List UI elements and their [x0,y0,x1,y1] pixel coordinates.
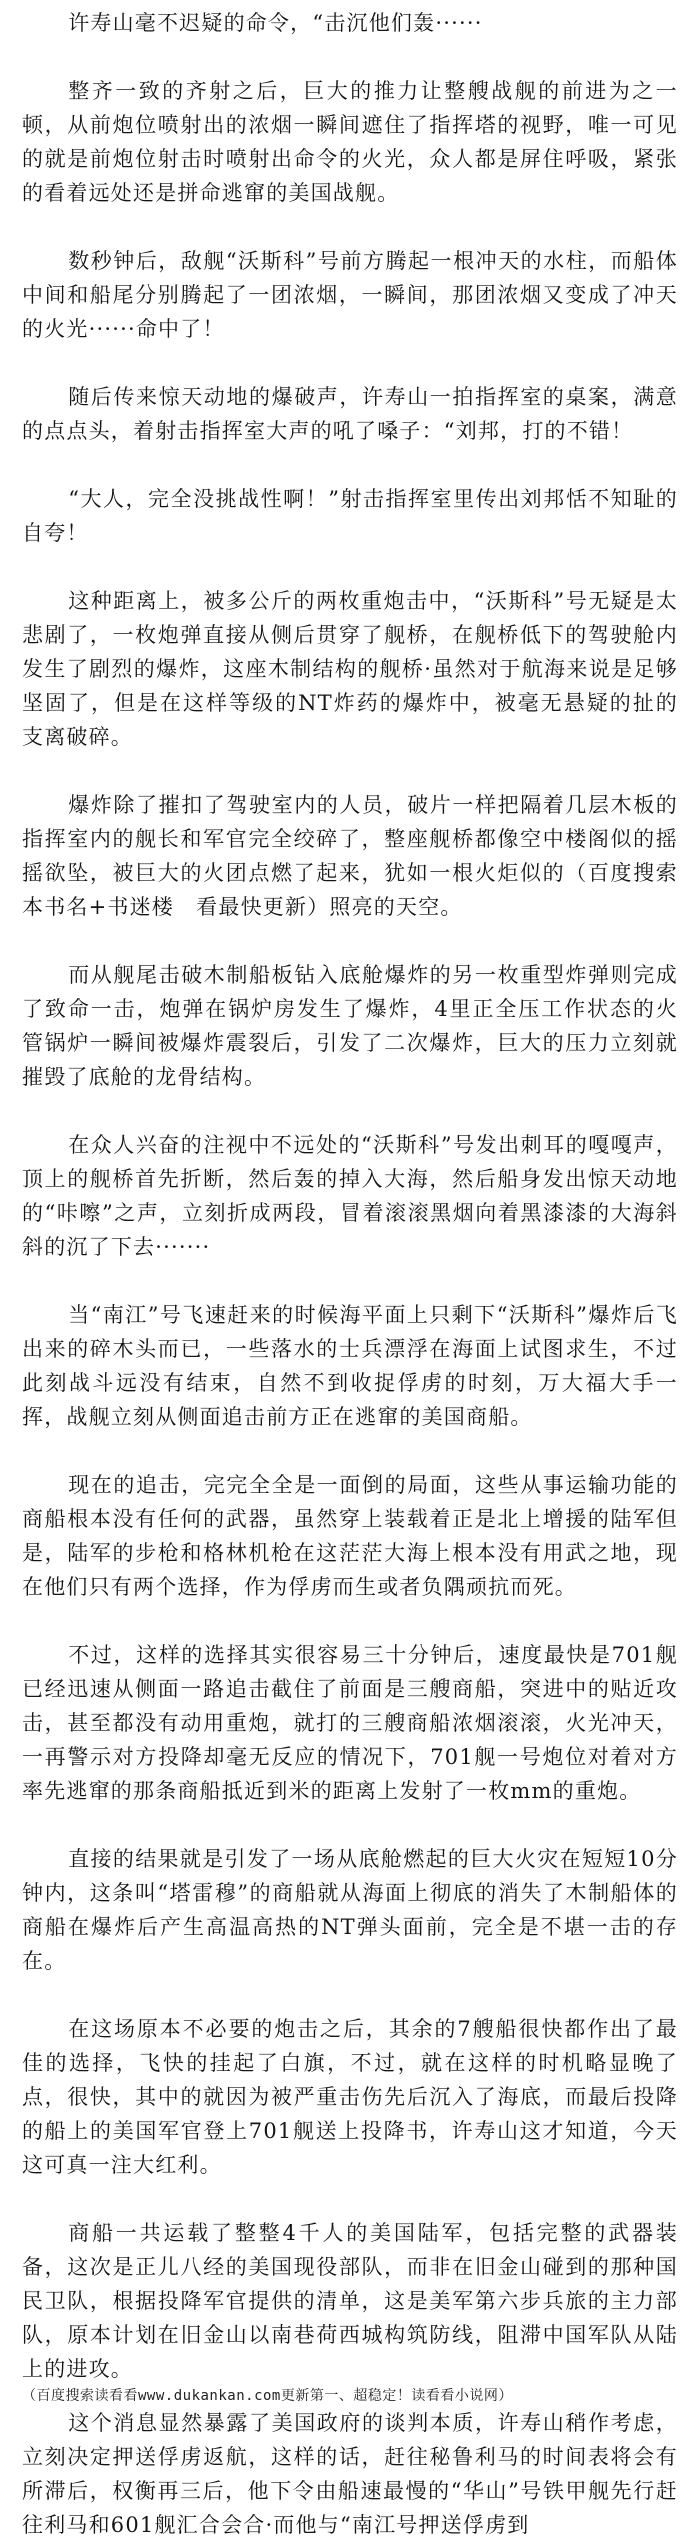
paragraph-4: 随后传来惊天动地的爆破声，许寿山一拍指挥室的桌案，满意的点点头，着射击指挥室大声的吼了嗓子：“刘邦，打的不错！ [22,385,678,443]
paragraph-5: “大人，完全没挑战性啊！”射击指挥室里传出刘邦恬不知耻的自夸！ [22,487,678,545]
paragraph-7: 爆炸除了摧扣了驾驶室内的人员，破片一样把隔着几层木板的指挥室内的舰长和军官完全绞碎了，整座舰桥都像空中楼阁似的摇摇欲坠，被巨大的火团点燃了起来，犹如一根火炬似的（百度搜索本书名+书迷楼 看最快更新）照亮的天空。 [22,793,678,919]
paragraph-6: 这种距离上，被多公斤的两枚重炮击中，“沃斯科”号无疑是太悲剧了，一枚炮弹直接从侧后贯穿了舰桥，在舰桥低下的驾驶舱内发生了剧烈的爆炸，这座木制结构的舰桥·虽然对于航海来说是足够坚固了，但是在这样等级的NT炸药的爆炸中，被毫无悬疑的扯的支离破碎。 [22,589,678,749]
paragraph-12: 不过，这样的选择其实很容易三十分钟后，速度最快是701舰已经迅速从侧面一路追击截住了前面是三艘商船，突进中的贴近攻击，甚至都没有动用重炮，就打的三艘商船浓烟滚滚，火光冲天，一再警示对方投降却毫无反应的情况下，701舰一号炮位对着对方率先逃窜的那条商船抵近到米的距离上发射了一枚mm的重炮。 [22,1643,678,1803]
paragraph-11: 现在的追击，完完全全是一面倒的局面，这些从事运输功能的商船根本没有任何的武器，虽然穿上装载着正是北上增援的陆军但是，陆军的步枪和格林机枪在这茫茫大海上根本没有用武之地，现在他们只有两个选择，作为俘虏而生或者负隅顽抗而死。 [22,1473,678,1599]
paragraph-13: 直接的结果就是引发了一场从底舱燃起的巨大火灾在短短10分钟内，这条叫“塔雷穆”的商船就从海面上彻底的消失了木制船体的商船在爆炸后产生高温高热的NT弹头面前，完全是不堪一击的存在。 [22,1847,678,1973]
ad-line: （百度搜索读看看www.dukankan.com更新第一、超稳定！读看看小说网） [22,2388,513,2404]
paragraph-3: 数秒钟后，敌舰“沃斯科”号前方腾起一根冲天的水柱，而船体中间和船尾分别腾起了一团浓烟，一瞬间，那团浓烟又变成了冲天的火光······命中了！ [22,249,678,341]
paragraph-16: 这个消息显然暴露了美国政府的谈判本质，许寿山稍作考虑，立刻决定押送俘虏返航，这样的话，赶往秘鲁利马的时间表将会有所滞后，权衡再三后，他下令由船速最慢的“华山”号铁甲舰先行赶往利马和601舰汇合会合·而他与“南江号押送俘虏到 [22,2411,678,2537]
paragraph-1: 许寿山毫不迟疑的命令，“击沉他们轰······ [68,11,483,35]
paragraph-9: 在众人兴奋的注视中不远处的“沃斯科”号发出刺耳的嘎嘎声，顶上的舰桥首先折断，然后轰的掉入大海，然后船身发出惊天动地的“咔嚓”之声，立刻折成两段，冒着滚滚黑烟向着黑漆漆的大海斜斜的沉了下去······· [22,1133,678,1259]
paragraph-14: 在这场原本不必要的炮击之后，其余的7艘船很快都作出了最佳的选择，飞快的挂起了白旗，不过，就在这样的时机略显晚了点，很快，其中的就因为被严重击伤先后沉入了海底，而最后投降的船上的美国军官登上701舰送上投降书，许寿山这才知道，今天这可真一注大红利。 [22,2017,678,2177]
paragraph-10: 当“南江”号飞速赶来的时候海平面上只剩下“沃斯科”爆炸后飞出来的碎木头而已，一些落水的士兵漂浮在海面上试图求生，不过此刻战斗远没有结束，自然不到收捉俘虏的时刻，万大福大手一挥，战舰立刻从侧面追击前方正在逃窜的美国商船。 [22,1303,678,1429]
paragraph-8: 而从舰尾击破木制船板钻入底舱爆炸的另一枚重型炸弹则完成了致命一击，炮弹在锅炉房发生了爆炸，4里正全压工作状态的火管锅炉一瞬间被爆炸震裂后，引发了二次爆炸，巨大的压力立刻就摧毁了底舱的龙骨结构。 [22,963,678,1089]
paragraph-15: 商船一共运载了整整4千人的美国陆军，包括完整的武器装备，这次是正儿八经的美国现役部队，而非在旧金山碰到的那种国民卫队，根据投降军官提供的清单，这是美军第六步兵旅的主力部队，原本计划在旧金山以南巷荷西城构筑防线，阻滞中国军队从陆上的进攻。 [22,2221,678,2381]
paragraph-2: 整齐一致的齐射之后，巨大的推力让整艘战舰的前进为之一顿，从前炮位喷射出的浓烟一瞬间遮住了指挥塔的视野，唯一可见的就是前炮位射击时喷射出命令的火光，众人都是屏住呼吸，紧张的看着远处还是拼命逃窜的美国战舰。 [22,79,678,205]
